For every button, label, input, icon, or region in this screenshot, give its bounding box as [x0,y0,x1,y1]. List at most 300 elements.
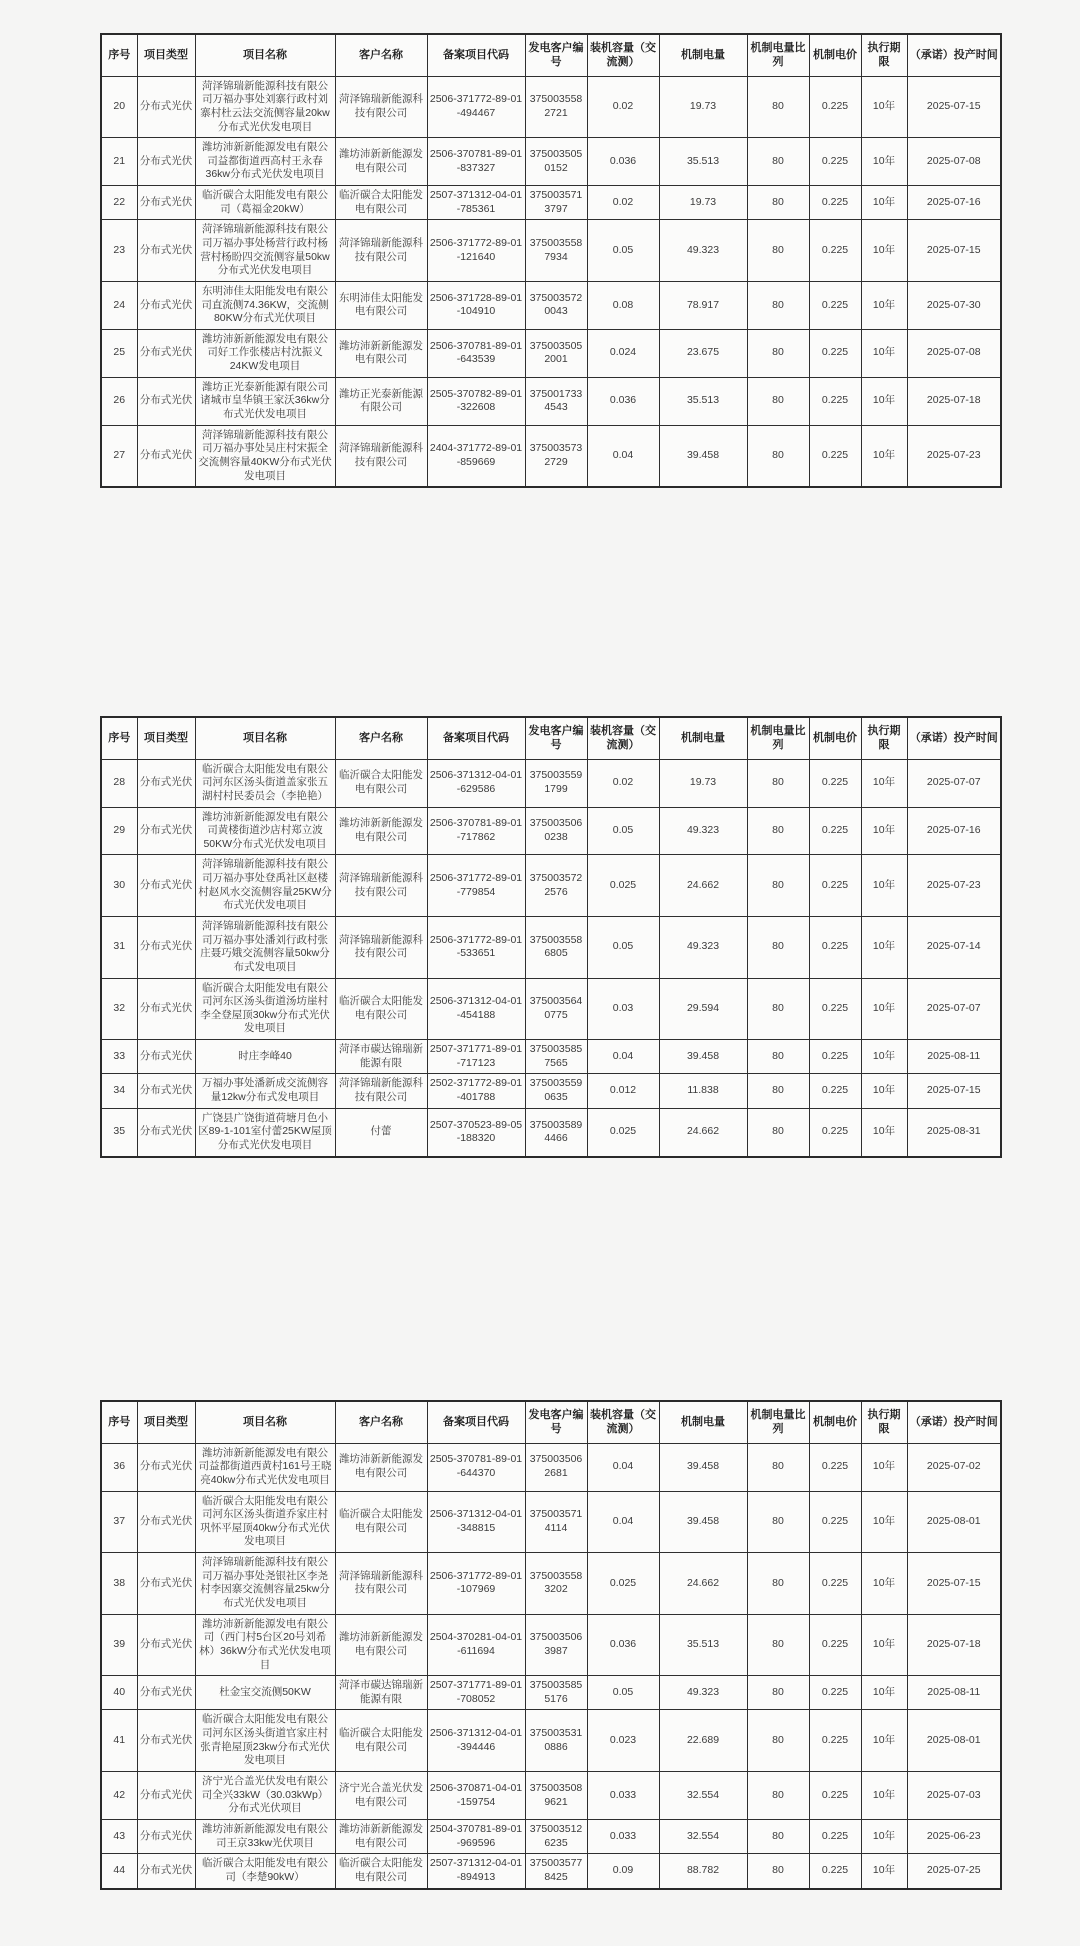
table-cell-date: 2025-08-01 [907,1491,1001,1553]
column-header: 装机容量（交流测） [587,1401,659,1443]
table-cell-seq: 29 [101,807,137,855]
projects-table [100,1400,1002,1890]
table-cell-date: 2025-07-15 [907,220,1001,282]
table-cell-term: 10年 [861,1040,907,1074]
table-cell-cust: 东明沛佳太阳能发电有限公司 [335,281,427,329]
column-header: 装机容量（交流测） [587,717,659,759]
column-header: 机制电量比列 [747,717,809,759]
table-cell-seq: 40 [101,1676,137,1710]
table-cell-num: 3750035587934 [525,220,587,282]
column-header: 机制电价 [809,1401,861,1443]
column-header: 装机容量（交流测） [587,34,659,76]
table-cell-type: 分布式光伏 [137,138,195,186]
table-cell-date: 2025-08-11 [907,1676,1001,1710]
table-cell-seq: 26 [101,377,137,425]
table-cell-type: 分布式光伏 [137,377,195,425]
table-cell-term: 10年 [861,1854,907,1889]
table-row [101,220,1001,282]
table-cell-seq: 21 [101,138,137,186]
table-cell-date: 2025-07-18 [907,377,1001,425]
table-cell-date: 2025-07-16 [907,807,1001,855]
column-header: （承诺）投产时间 [907,1401,1001,1443]
column-header: 机制电量 [659,717,747,759]
table-cell-type: 分布式光伏 [137,1443,195,1491]
table-cell-date: 2025-06-23 [907,1819,1001,1853]
table-cell-type: 分布式光伏 [137,855,195,917]
table-cell-term: 10年 [861,1819,907,1853]
table-cell-term: 10年 [861,425,907,487]
table-cell-num: 3750035060238 [525,807,587,855]
column-header: 机制电量比列 [747,1401,809,1443]
table-cell-mech: 32.554 [659,1772,747,1820]
table-cell-cust: 菏泽锦瑞新能源科技有限公司 [335,76,427,138]
table-cell-cust: 临沂碳合太阳能发电有限公司 [335,759,427,807]
table-cell-date: 2025-07-15 [907,1074,1001,1108]
table-cell-cap: 0.036 [587,377,659,425]
table-cell-code: 2506-371312-04-01-348815 [427,1491,525,1553]
table-cell-date: 2025-07-18 [907,1614,1001,1676]
table-cell-cust: 临沂碳合太阳能发电有限公司 [335,1710,427,1772]
table-cell-num: 3750035720043 [525,281,587,329]
table-cell-cap: 0.04 [587,1491,659,1553]
table-row [101,186,1001,220]
table-cell-date: 2025-07-15 [907,1553,1001,1615]
table-cell-name: 潍坊沛新新能源发电有限公司益都街道西黄村161号王晓亮40kw分布式光伏发电项目 [195,1443,335,1491]
table-cell-seq: 31 [101,917,137,979]
table-cell-name: 临沂碳合太阳能发电有限公司河东区汤头街道汤坊崖村李全登屋顶30kw分布式光伏发电项目 [195,978,335,1040]
table-cell-seq: 35 [101,1108,137,1156]
table-cell-ratio: 80 [747,1614,809,1676]
table-cell-code: 2502-371772-89-01-401788 [427,1074,525,1108]
table-cell-name: 东明沛佳太阳能发电有限公司直流侧74.36KW，交流侧80KW分布式光伏项目 [195,281,335,329]
table-cell-num: 3750035126235 [525,1819,587,1853]
table-cell-type: 分布式光伏 [137,1772,195,1820]
table-row [101,1710,1001,1772]
table-cell-num: 3750035052001 [525,329,587,377]
table-cell-name: 潍坊沛新新能源发电有限公司王京33kw光伏项目 [195,1819,335,1853]
table-cell-price: 0.225 [809,1443,861,1491]
table-cell-mech: 23.675 [659,329,747,377]
table-cell-type: 分布式光伏 [137,76,195,138]
table-row [101,1772,1001,1820]
table-cell-date: 2025-07-03 [907,1772,1001,1820]
table-cell-num: 3750035894466 [525,1108,587,1156]
table-cell-seq: 38 [101,1553,137,1615]
table-cell-term: 10年 [861,1772,907,1820]
table-cell-price: 0.225 [809,1710,861,1772]
table-cell-ratio: 80 [747,186,809,220]
table-cell-term: 10年 [861,1443,907,1491]
table-cell-code: 2505-370782-89-01-322608 [427,377,525,425]
table-cell-type: 分布式光伏 [137,425,195,487]
table-cell-cap: 0.02 [587,186,659,220]
table-cell-ratio: 80 [747,1074,809,1108]
table-cell-seq: 22 [101,186,137,220]
table-cell-date: 2025-07-23 [907,855,1001,917]
table-cell-cust: 菏泽锦瑞新能源科技有限公司 [335,1074,427,1108]
column-header: 机制电价 [809,34,861,76]
table-cell-name: 潍坊正光泰新能源有限公司诸城市皇华镇王家沃36kw分布式光伏发电项目 [195,377,335,425]
table-cell-num: 3750035586805 [525,917,587,979]
table-cell-cust: 临沂碳合太阳能发电有限公司 [335,186,427,220]
table-cell-ratio: 80 [747,1491,809,1553]
table-cell-mech: 24.662 [659,855,747,917]
table-cell-term: 10年 [861,1108,907,1156]
table-cell-cap: 0.02 [587,759,659,807]
table-cell-mech: 88.782 [659,1854,747,1889]
table-cell-mech: 39.458 [659,425,747,487]
table-cell-term: 10年 [861,281,907,329]
table-cell-mech: 24.662 [659,1108,747,1156]
table-cell-date: 2025-07-30 [907,281,1001,329]
table-cell-cust: 潍坊沛新新能源发电有限公司 [335,138,427,186]
column-header: 机制电量比列 [747,34,809,76]
table-cell-cap: 0.05 [587,917,659,979]
table-cell-seq: 20 [101,76,137,138]
table-cell-term: 10年 [861,1676,907,1710]
table-row [101,1040,1001,1074]
column-header: 发电客户编号 [525,34,587,76]
column-header: 机制电量 [659,1401,747,1443]
table-cell-num: 3750035855176 [525,1676,587,1710]
table-cell-cap: 0.05 [587,807,659,855]
table-cell-num: 3750035582721 [525,76,587,138]
table-cell-type: 分布式光伏 [137,1108,195,1156]
table-cell-ratio: 80 [747,807,809,855]
table-cell-code: 2504-370781-89-01-969596 [427,1819,525,1853]
table-cell-ratio: 80 [747,1710,809,1772]
table-cell-price: 0.225 [809,1676,861,1710]
table-cell-code: 2506-370781-89-01-643539 [427,329,525,377]
table-cell-name: 潍坊沛新新能源发电有限公司好工作张楼店村沈振义24KW发电项目 [195,329,335,377]
table-cell-cap: 0.036 [587,138,659,186]
table-row [101,1819,1001,1853]
table-cell-mech: 49.323 [659,807,747,855]
table-cell-name: 潍坊沛新新能源发电有限公司黄楼街道沙店村郑立波50KW分布式光伏发电项目 [195,807,335,855]
table-cell-cust: 潍坊沛新新能源发电有限公司 [335,1614,427,1676]
table-cell-cust: 菏泽锦瑞新能源科技有限公司 [335,220,427,282]
table-cell-date: 2025-07-23 [907,425,1001,487]
table-cell-cap: 0.02 [587,76,659,138]
table-cell-mech: 78.917 [659,281,747,329]
column-header: 序号 [101,717,137,759]
table-cell-mech: 19.73 [659,759,747,807]
table-cell-name: 潍坊沛新新能源发电有限公司益都街道西高村王永春36kw分布式光伏发电项目 [195,138,335,186]
table-cell-price: 0.225 [809,1614,861,1676]
table-cell-date: 2025-07-08 [907,138,1001,186]
table-cell-mech: 19.73 [659,76,747,138]
table-header-row [101,34,1001,76]
table-row [101,1443,1001,1491]
table-cell-seq: 28 [101,759,137,807]
table-cell-cust: 菏泽锦瑞新能源科技有限公司 [335,1553,427,1615]
table-cell-price: 0.225 [809,1854,861,1889]
projects-table-section-1 [100,33,998,488]
table-cell-num: 3750035583202 [525,1553,587,1615]
table-cell-mech: 32.554 [659,1819,747,1853]
table-cell-cust: 菏泽锦瑞新能源科技有限公司 [335,855,427,917]
table-cell-seq: 34 [101,1074,137,1108]
projects-table-section-3 [100,1400,998,1890]
table-cell-name: 临沂碳合太阳能发电有限公司（葛福金20kW） [195,186,335,220]
table-cell-date: 2025-07-14 [907,917,1001,979]
table-cell-price: 0.225 [809,1819,861,1853]
table-cell-code: 2506-370781-89-01-837327 [427,138,525,186]
table-row [101,329,1001,377]
column-header: 执行期限 [861,717,907,759]
table-cell-mech: 39.458 [659,1491,747,1553]
table-cell-seq: 42 [101,1772,137,1820]
table-cell-mech: 22.689 [659,1710,747,1772]
table-cell-cust: 济宁光合盖光伏发电有限公司 [335,1772,427,1820]
table-cell-name: 菏泽锦瑞新能源科技有限公司万福办事处刘寨行政村刘寨村杜云法交流侧容量20kw分布式光伏发电项目 [195,76,335,138]
column-header: （承诺）投产时间 [907,34,1001,76]
column-header: 备案项目代码 [427,34,525,76]
table-cell-cust: 潍坊正光泰新能源有限公司 [335,377,427,425]
table-cell-term: 10年 [861,807,907,855]
table-cell-seq: 27 [101,425,137,487]
table-cell-cap: 0.025 [587,1553,659,1615]
table-cell-seq: 24 [101,281,137,329]
column-header: （承诺）投产时间 [907,717,1001,759]
table-cell-mech: 24.662 [659,1553,747,1615]
table-cell-code: 2506-371728-89-01-104910 [427,281,525,329]
table-cell-mech: 35.513 [659,1614,747,1676]
table-cell-type: 分布式光伏 [137,1074,195,1108]
table-cell-num: 3750035050152 [525,138,587,186]
table-cell-term: 10年 [861,1074,907,1108]
table-cell-cap: 0.033 [587,1819,659,1853]
table-cell-num: 3750035778425 [525,1854,587,1889]
table-cell-type: 分布式光伏 [137,978,195,1040]
table-cell-code: 2506-371772-89-01-121640 [427,220,525,282]
column-header: 备案项目代码 [427,1401,525,1443]
table-cell-date: 2025-07-08 [907,329,1001,377]
table-cell-mech: 35.513 [659,377,747,425]
table-cell-price: 0.225 [809,759,861,807]
table-cell-mech: 39.458 [659,1443,747,1491]
table-cell-cust: 临沂碳合太阳能发电有限公司 [335,978,427,1040]
table-row [101,1491,1001,1553]
table-cell-seq: 33 [101,1040,137,1074]
table-cell-price: 0.225 [809,978,861,1040]
table-cell-ratio: 80 [747,1443,809,1491]
column-header: 执行期限 [861,1401,907,1443]
table-cell-code: 2507-371771-89-01-717123 [427,1040,525,1074]
table-cell-seq: 30 [101,855,137,917]
table-cell-cap: 0.05 [587,1676,659,1710]
table-row [101,1614,1001,1676]
table-cell-cap: 0.04 [587,1040,659,1074]
table-cell-date: 2025-07-07 [907,759,1001,807]
table-cell-code: 2506-371772-89-01-107969 [427,1553,525,1615]
table-cell-price: 0.225 [809,329,861,377]
table-cell-code: 2506-371772-89-01-494467 [427,76,525,138]
table-cell-date: 2025-08-01 [907,1710,1001,1772]
column-header: 序号 [101,34,137,76]
table-cell-term: 10年 [861,759,907,807]
table-cell-name: 临沂碳合太阳能发电有限公司河东区汤头街道盖家张五湖村村民委员会（李艳艳） [195,759,335,807]
table-cell-num: 3750035310886 [525,1710,587,1772]
column-header: 项目类型 [137,717,195,759]
table-cell-name: 时庄李峰40 [195,1040,335,1074]
table-cell-type: 分布式光伏 [137,1854,195,1889]
table-cell-code: 2506-370871-04-01-159754 [427,1772,525,1820]
table-cell-type: 分布式光伏 [137,1676,195,1710]
table-cell-type: 分布式光伏 [137,1491,195,1553]
table-cell-num: 3750035857565 [525,1040,587,1074]
table-cell-ratio: 80 [747,1772,809,1820]
table-cell-ratio: 80 [747,1040,809,1074]
table-cell-cust: 菏泽锦瑞新能源科技有限公司 [335,917,427,979]
table-cell-date: 2025-07-02 [907,1443,1001,1491]
column-header: 序号 [101,1401,137,1443]
table-cell-price: 0.225 [809,425,861,487]
table-row [101,759,1001,807]
table-cell-code: 2504-370281-04-01-611694 [427,1614,525,1676]
table-cell-type: 分布式光伏 [137,281,195,329]
table-cell-price: 0.225 [809,807,861,855]
table-cell-name: 临沂碳合太阳能发电有限公司河东区汤头街道官家庄村张青艳屋顶23kw分布式光伏发电项目 [195,1710,335,1772]
table-cell-type: 分布式光伏 [137,1040,195,1074]
table-cell-term: 10年 [861,220,907,282]
table-cell-seq: 41 [101,1710,137,1772]
table-header-row [101,1401,1001,1443]
table-cell-num: 3750035590635 [525,1074,587,1108]
table-cell-seq: 43 [101,1819,137,1853]
table-cell-mech: 19.73 [659,186,747,220]
table-cell-ratio: 80 [747,76,809,138]
table-cell-cap: 0.05 [587,220,659,282]
table-cell-term: 10年 [861,329,907,377]
table-cell-seq: 39 [101,1614,137,1676]
table-cell-cust: 潍坊沛新新能源发电有限公司 [335,1443,427,1491]
table-cell-seq: 37 [101,1491,137,1553]
table-row [101,76,1001,138]
table-cell-date: 2025-07-25 [907,1854,1001,1889]
table-row [101,1108,1001,1156]
table-cell-type: 分布式光伏 [137,1614,195,1676]
table-cell-type: 分布式光伏 [137,1553,195,1615]
table-cell-name: 菏泽锦瑞新能源科技有限公司万福办事处潘刘行政村张庄聂巧娥交流侧容量50kw分布式发电项目 [195,917,335,979]
table-cell-type: 分布式光伏 [137,1710,195,1772]
table-cell-price: 0.225 [809,1491,861,1553]
column-header: 备案项目代码 [427,717,525,759]
table-cell-mech: 35.513 [659,138,747,186]
table-cell-ratio: 80 [747,1676,809,1710]
table-cell-cap: 0.03 [587,978,659,1040]
table-cell-ratio: 80 [747,425,809,487]
table-cell-ratio: 80 [747,1108,809,1156]
column-header: 项目名称 [195,1401,335,1443]
table-cell-cap: 0.033 [587,1772,659,1820]
table-cell-code: 2506-371772-89-01-779854 [427,855,525,917]
table-cell-code: 2505-370781-89-01-644370 [427,1443,525,1491]
table-cell-ratio: 80 [747,1854,809,1889]
table-cell-cust: 菏泽锦瑞新能源科技有限公司 [335,425,427,487]
table-cell-price: 0.225 [809,220,861,282]
table-row [101,1074,1001,1108]
table-cell-num: 3750035640775 [525,978,587,1040]
table-cell-price: 0.225 [809,281,861,329]
projects-table [100,716,1002,1158]
table-cell-num: 3750035732729 [525,425,587,487]
table-row [101,377,1001,425]
table-cell-code: 2507-371771-89-01-708052 [427,1676,525,1710]
table-row [101,138,1001,186]
table-cell-mech: 39.458 [659,1040,747,1074]
table-cell-cap: 0.023 [587,1710,659,1772]
table-cell-num: 3750035089621 [525,1772,587,1820]
table-cell-price: 0.225 [809,1074,861,1108]
table-cell-seq: 25 [101,329,137,377]
table-cell-code: 2404-371772-89-01-859669 [427,425,525,487]
table-cell-code: 2506-371312-04-01-394446 [427,1710,525,1772]
table-cell-code: 2506-371312-04-01-629586 [427,759,525,807]
projects-table-section-2 [100,716,998,1158]
table-cell-cust: 潍坊沛新新能源发电有限公司 [335,1819,427,1853]
table-cell-price: 0.225 [809,1040,861,1074]
table-cell-mech: 29.594 [659,978,747,1040]
table-cell-term: 10年 [861,1553,907,1615]
table-cell-cust: 菏泽市碳达锦瑞新能源有限 [335,1040,427,1074]
column-header: 客户名称 [335,1401,427,1443]
table-cell-name: 济宁光合盖光伏发电有限公司全兴33kW（30.03kWp）分布式光伏项目 [195,1772,335,1820]
table-cell-code: 2506-371312-04-01-454188 [427,978,525,1040]
table-cell-name: 菏泽锦瑞新能源科技有限公司万福办事处尧银社区李尧村李因寨交流侧容量25kw分布式光伏发电项目 [195,1553,335,1615]
table-cell-name: 临沂碳合太阳能发电有限公司河东区汤头街道乔家庄村巩怀平屋顶40kw分布式光伏发电项目 [195,1491,335,1553]
table-cell-code: 2506-371772-89-01-533651 [427,917,525,979]
table-cell-date: 2025-07-15 [907,76,1001,138]
table-row [101,1854,1001,1889]
table-cell-term: 10年 [861,855,907,917]
column-header: 发电客户编号 [525,1401,587,1443]
table-cell-cust: 付蕾 [335,1108,427,1156]
table-cell-term: 10年 [861,1710,907,1772]
table-cell-seq: 23 [101,220,137,282]
table-cell-type: 分布式光伏 [137,759,195,807]
table-cell-num: 3750035714114 [525,1491,587,1553]
table-cell-ratio: 80 [747,917,809,979]
table-cell-code: 2506-370781-89-01-717862 [427,807,525,855]
table-row [101,425,1001,487]
table-row [101,1553,1001,1615]
table-cell-date: 2025-08-11 [907,1040,1001,1074]
table-cell-num: 3750035062681 [525,1443,587,1491]
table-cell-term: 10年 [861,138,907,186]
table-cell-name: 广饶县广饶街道荷塘月色小区89-1-101室付蕾25KW屋顶分布式光伏发电项目 [195,1108,335,1156]
table-cell-name: 菏泽锦瑞新能源科技有限公司万福办事处吴庄村宋振全交流侧容量40KW分布式光伏发电项目 [195,425,335,487]
column-header: 客户名称 [335,34,427,76]
table-cell-cust: 潍坊沛新新能源发电有限公司 [335,807,427,855]
column-header: 客户名称 [335,717,427,759]
table-cell-term: 10年 [861,377,907,425]
table-cell-price: 0.225 [809,377,861,425]
column-header: 机制电价 [809,717,861,759]
table-row [101,917,1001,979]
table-cell-cap: 0.036 [587,1614,659,1676]
table-cell-cap: 0.09 [587,1854,659,1889]
table-cell-term: 10年 [861,1614,907,1676]
column-header: 发电客户编号 [525,717,587,759]
table-cell-num: 3750035591799 [525,759,587,807]
table-cell-price: 0.225 [809,1772,861,1820]
table-cell-price: 0.225 [809,186,861,220]
table-cell-ratio: 80 [747,855,809,917]
table-cell-name: 潍坊沛新新能源发电有限公司（西门村5台区20号刘希林）36kW分布式光伏发电项目 [195,1614,335,1676]
table-cell-price: 0.225 [809,1553,861,1615]
table-cell-seq: 32 [101,978,137,1040]
